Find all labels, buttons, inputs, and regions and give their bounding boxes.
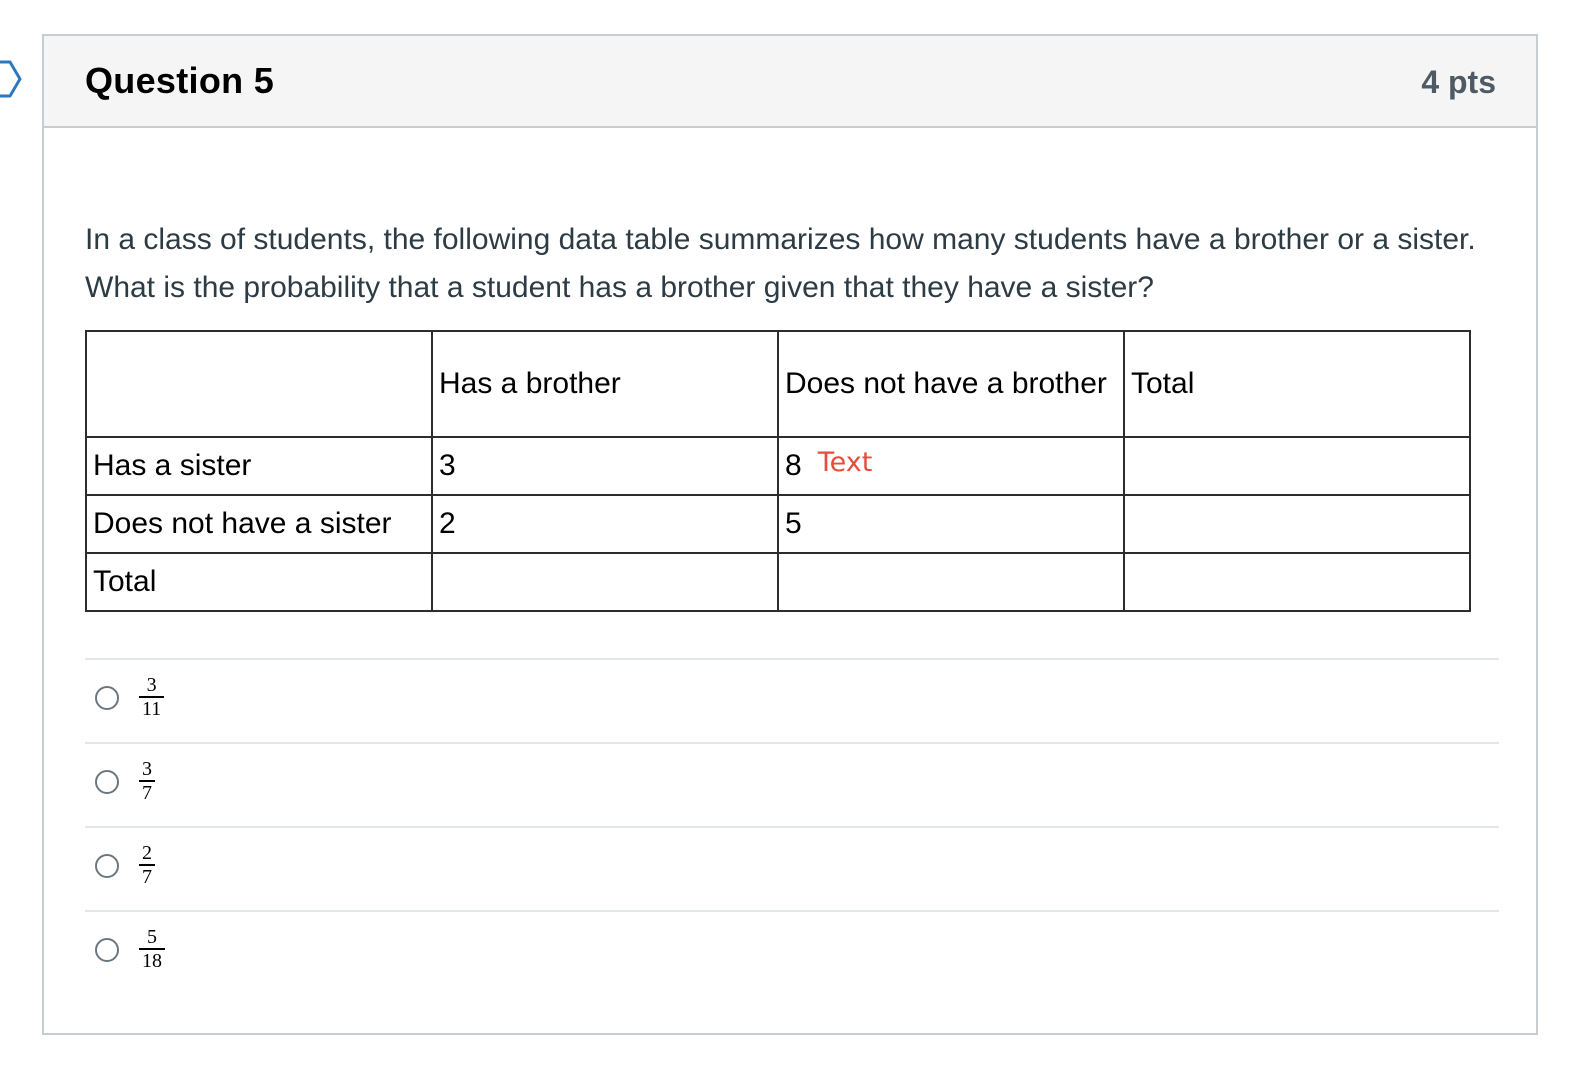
fraction-numerator: 5 — [147, 926, 157, 948]
table-cell — [1124, 553, 1470, 611]
table-cell-value: 8 — [785, 448, 802, 482]
fraction-numerator: 2 — [142, 842, 152, 864]
answer-option[interactable] — [85, 742, 1499, 826]
table-cell-label: Total — [86, 553, 432, 611]
question-points: 4 pts — [1421, 64, 1496, 100]
answer-option[interactable] — [85, 658, 1499, 742]
table-cell: 5 — [778, 495, 1124, 553]
table-cell: 2 — [432, 495, 778, 553]
question-flag-icon[interactable] — [0, 58, 24, 100]
fraction-denominator: 11 — [139, 696, 164, 720]
question-header — [44, 36, 1536, 128]
answer-list — [85, 658, 1499, 994]
table-header-row — [86, 331, 1470, 437]
fraction-denominator: 18 — [139, 948, 165, 972]
answer-option[interactable] — [85, 910, 1499, 994]
question-title: Question 5 — [85, 60, 275, 101]
fraction-numerator: 3 — [142, 758, 152, 780]
answer-fraction[interactable] — [139, 758, 155, 804]
table-cell — [1124, 437, 1470, 495]
table-row — [86, 553, 1470, 611]
table-header-cell: Has a brother — [432, 331, 778, 437]
table-cell — [432, 553, 778, 611]
text-annotation: Text — [817, 446, 873, 478]
fraction-denominator: 7 — [139, 864, 155, 888]
table-row — [86, 437, 1470, 495]
table-cell-label: Does not have a sister — [86, 495, 432, 553]
table-cell — [778, 437, 1124, 495]
table-cell-label: Has a sister — [86, 437, 432, 495]
answer-fraction[interactable] — [139, 674, 164, 720]
answer-option[interactable] — [85, 826, 1499, 910]
table-header-cell: Total — [1124, 331, 1470, 437]
radio-button[interactable] — [95, 854, 119, 878]
radio-button[interactable] — [95, 770, 119, 794]
answer-fraction[interactable] — [139, 926, 165, 972]
table-header-cell — [86, 331, 432, 437]
radio-button[interactable] — [95, 938, 119, 962]
table-header-cell: Does not have a brother — [778, 331, 1124, 437]
fraction-denominator: 7 — [139, 780, 155, 804]
table-cell — [1124, 495, 1470, 553]
table-cell: 3 — [432, 437, 778, 495]
radio-button[interactable] — [95, 686, 119, 710]
data-table — [85, 330, 1471, 612]
question-card — [42, 34, 1538, 1035]
table-row — [86, 495, 1470, 553]
fraction-numerator: 3 — [146, 674, 157, 696]
table-cell — [778, 553, 1124, 611]
answer-fraction[interactable] — [139, 842, 155, 888]
question-text: In a class of students, the following data table summarizes how many students have a brother or a sister. What is the probability that a student has a brother given that they have a sister? — [85, 223, 1476, 304]
